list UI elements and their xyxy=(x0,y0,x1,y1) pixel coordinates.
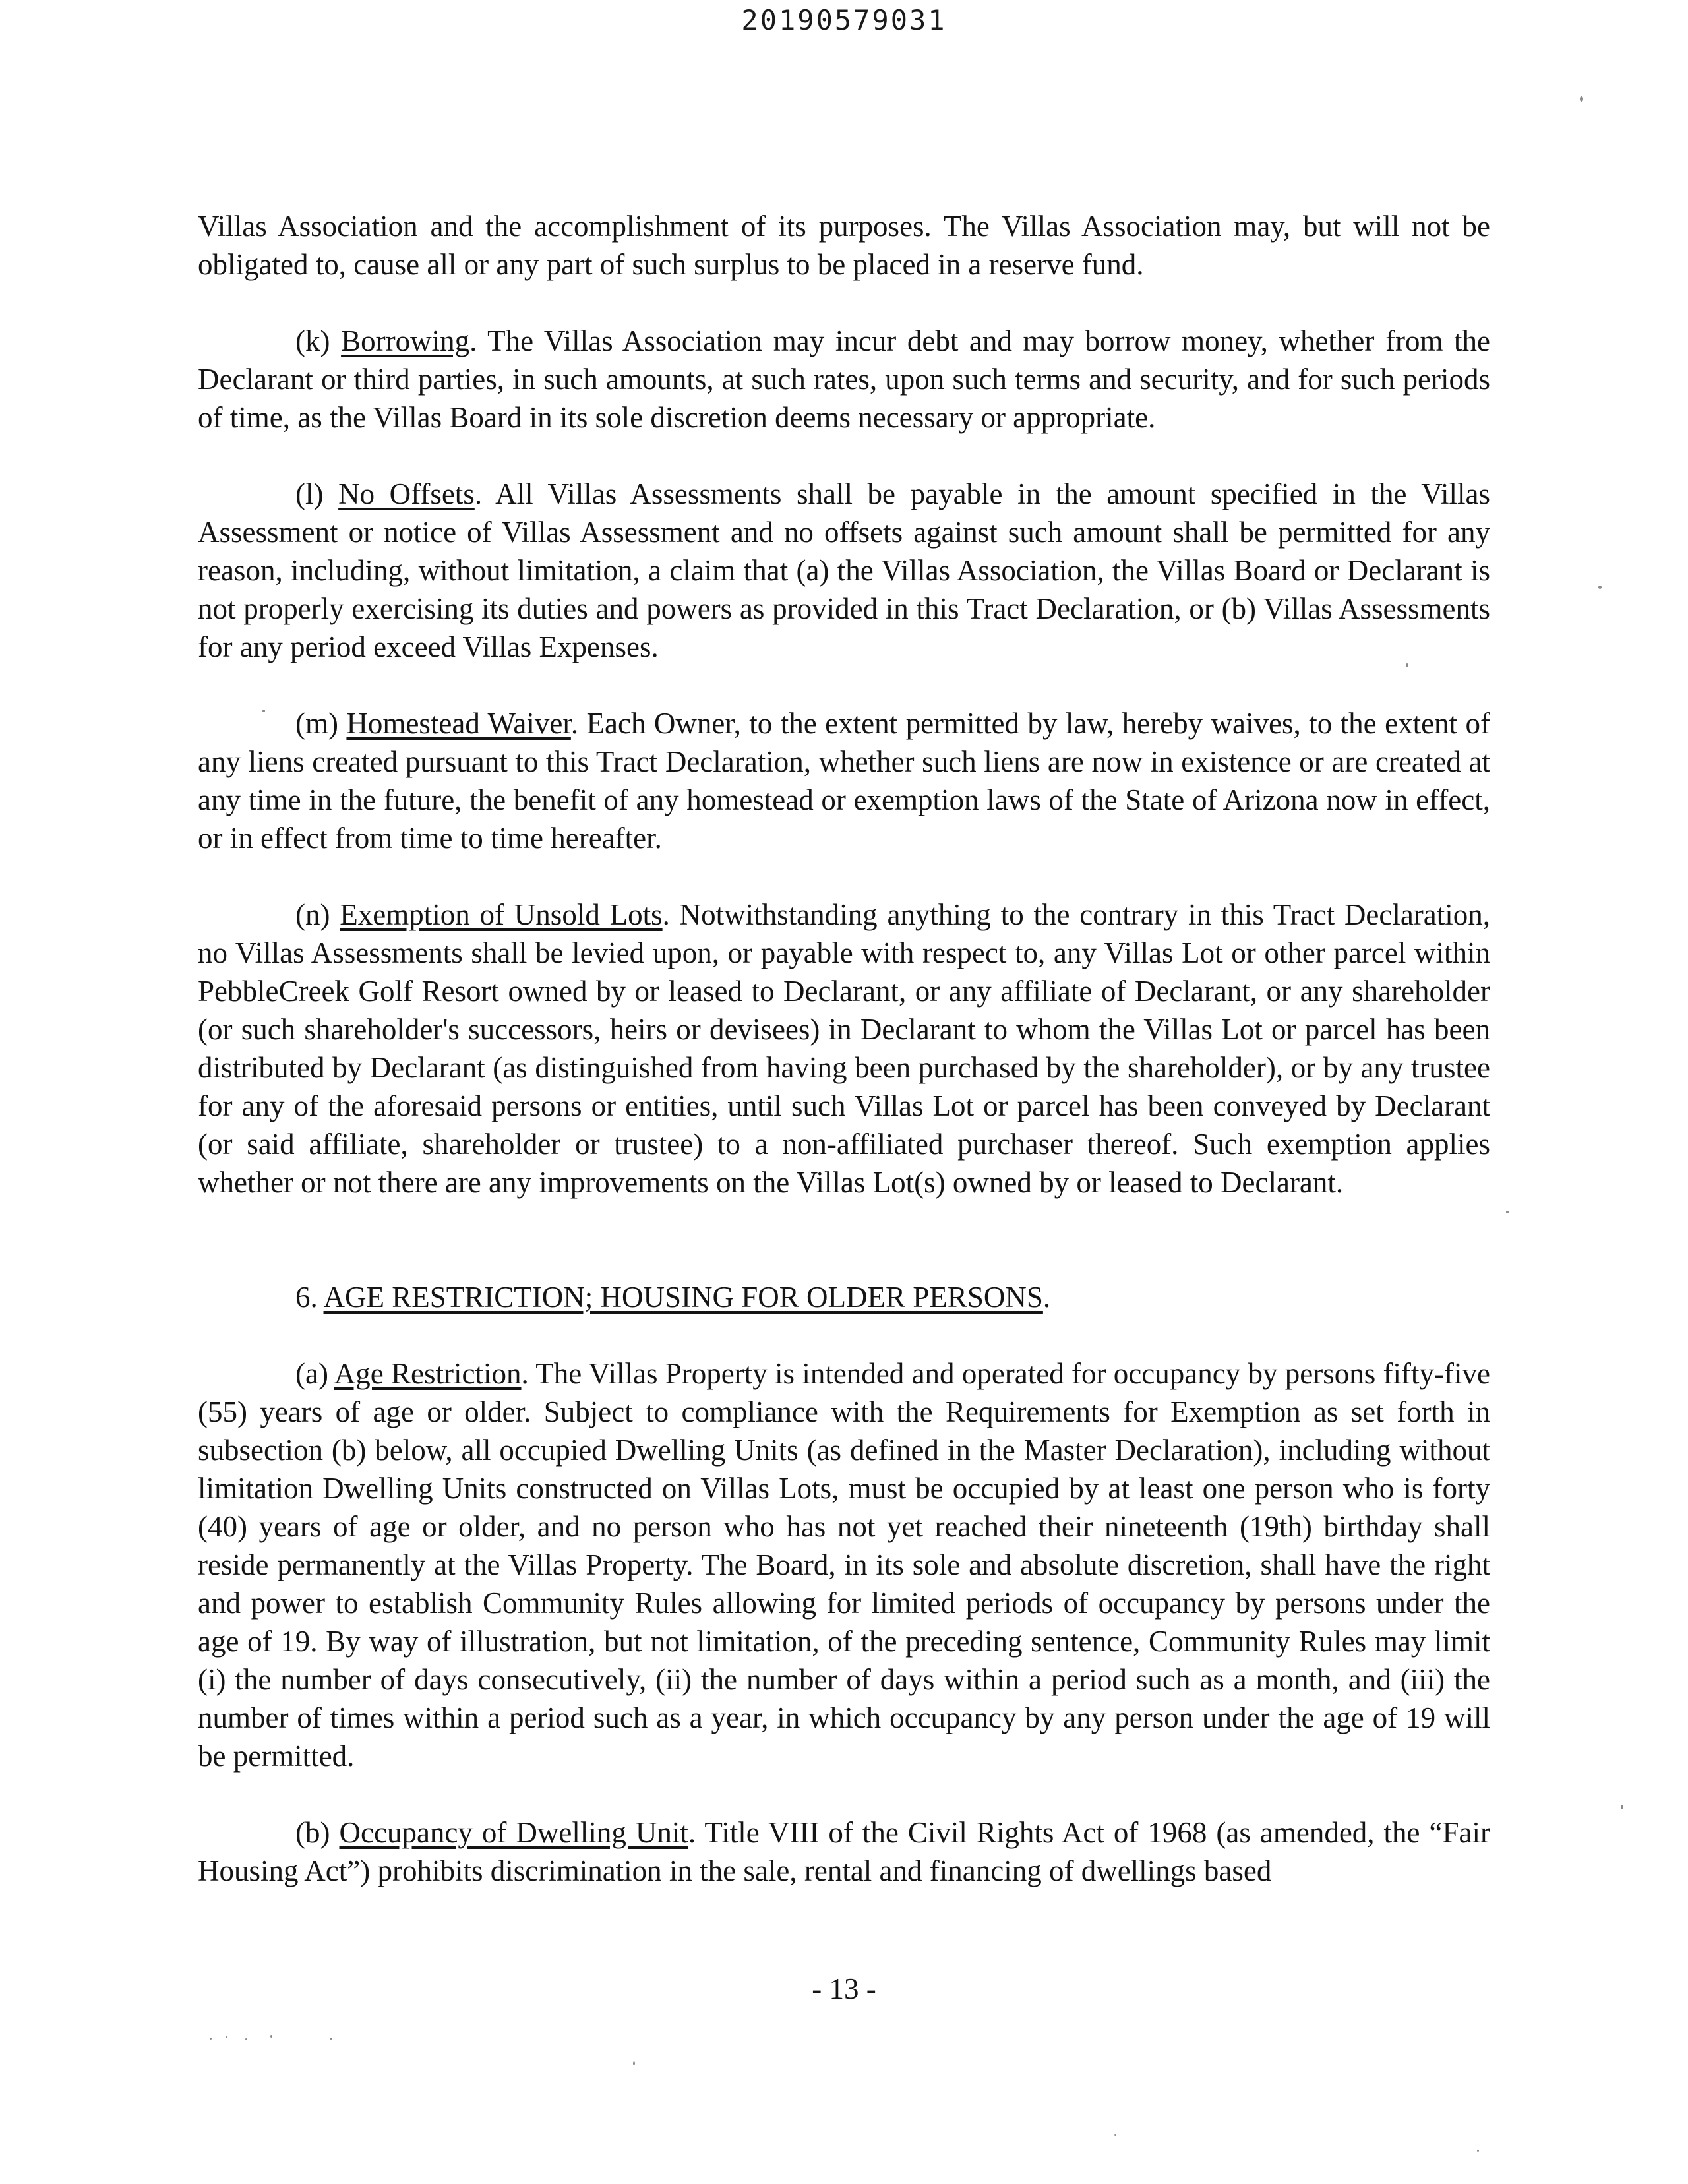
paragraph-k-text: . The Villas Association may incur debt and may borrow money, whether from the Declarant or third parties, in such amounts, at such rates, upon such terms and security, and for such periods of time, as the Villas Board in its sole discretion deems necessary or appropriate. xyxy=(198,324,1491,434)
paragraph-continuation: Villas Association and the accomplishment of its purposes. The Villas Association may, but will not be obligated to, cause all or any part of such surplus to be placed in a reserve fund. xyxy=(198,210,1490,281)
scan-speck xyxy=(1477,2150,1479,2152)
scan-speck xyxy=(210,2038,212,2040)
paragraph-n-exemption-unsold-lots xyxy=(198,895,1490,1201)
scan-speck xyxy=(262,710,265,712)
paragraph-k-heading: Borrowing xyxy=(341,324,470,357)
scan-speck xyxy=(1621,1805,1623,1809)
paragraph-b-heading: Occupancy of Dwelling Unit xyxy=(339,1816,688,1849)
paragraph-k-borrowing xyxy=(198,322,1490,437)
paragraph-a-heading: Age Restriction xyxy=(334,1357,522,1390)
paragraph-n-label: (n) xyxy=(295,898,330,931)
scan-speck xyxy=(1580,96,1583,102)
paragraph-l-text: . All Villas Assessments shall be payable in the amount specified in the Villas Assessment or notice of Villas Assessment and no offsets against such amount shall be permitted for any reason, including, without limitation, a claim that (a) the Villas Association, the Villas Board or Declarant is not properly exercising its duties and powers as provided in this Tract Declaration, or (b) Villas Assessments for any period exceed Villas Expenses. xyxy=(198,477,1490,663)
paragraph-n-text: . Notwithstanding anything to the contrary in this Tract Declaration, no Villas Assessments shall be levied upon, or payable with respect to, any Villas Lot or other parcel within PebbleCreek Golf Resort owned by or leased to Declarant, or any affiliate of Declarant, or any shareholder (or such shareholder's successors, heirs or devisees) in Declarant to whom the Villas Lot or parcel has been distributed by Declarant (as distinguished from having been purchased by the shareholder), or by any trustee for any of the aforesaid persons or entities, until such Villas Lot or parcel has been conveyed by Declarant (or said affiliate, shareholder or trustee) to a non-affiliated purchaser thereof. Such exemption applies whether or not there are any improvements on the Villas Lot(s) owned by or leased to Declarant. xyxy=(198,898,1491,1199)
body-block-section-6 xyxy=(198,1278,1490,1890)
scan-speck xyxy=(245,2038,247,2040)
paragraph-m-label: (m) xyxy=(295,707,338,740)
paragraph-a-text: . The Villas Property is intended and operated for occupancy by persons fifty-five (55) years of age or older. Subject to compliance with the Requirements for Exemption as set forth in subsection (b) below, all occupied Dwelling Units (as defined in the Master Declaration), including without limitation Dwelling Units constructed on Villas Lots, must be occupied by at least one person who is forty (40) years of age or older, and no person who has not yet reached their nineteenth (19th) birthday shall reside permanently at the Villas Property. The Board, in its sole and absolute discretion, shall have the right and power to establish Community Rules allowing for limited periods of occupancy by persons under the age of 19. By way of illustration, but not limitation, of the preceding sentence, Community Rules may limit (i) the number of days consecutively, (ii) the number of days within a period such as a month, and (iii) the number of times within a period such as a year, in which occupancy by any person under the age of 19 will be permitted. xyxy=(198,1357,1490,1773)
scan-speck xyxy=(1506,1211,1509,1213)
scan-speck xyxy=(1406,663,1408,667)
paragraph-m-text: . Each Owner, to the extent permitted by law, hereby waives, to the extent of any liens created pursuant to this Tract Declaration, whether such liens are now in existence or are created at any time in the future, the benefit of any homestead or exemption laws of the State of Arizona now in effect, or in effect from time to time hereafter. xyxy=(198,707,1490,855)
paragraph-b-occupancy xyxy=(198,1813,1490,1890)
scan-speck xyxy=(330,2038,332,2040)
scan-speck xyxy=(226,2036,227,2038)
paragraph-a-label: (a) xyxy=(295,1357,328,1390)
paragraph-k-label: (k) xyxy=(295,324,330,357)
paragraph-m-homestead-waiver xyxy=(198,704,1490,857)
page-number: - 13 - xyxy=(812,1972,876,2005)
paragraph-b-text: . Title VIII of the Civil Rights Act of 1968 (as amended, the “Fair Housing Act”) prohibits discrimination in the sale, rental and financing of dwellings based xyxy=(198,1816,1490,1887)
section-6-number: 6. xyxy=(295,1281,318,1314)
body-block-assessments xyxy=(198,207,1490,1201)
paragraph-l-heading: No Offsets xyxy=(338,477,475,510)
paragraph-a-age-restriction xyxy=(198,1354,1490,1775)
section-6-period: . xyxy=(1042,1281,1051,1314)
scan-speck xyxy=(1114,2134,1116,2136)
section-6-heading xyxy=(198,1278,1490,1316)
paragraph-l-no-offsets xyxy=(198,475,1490,666)
paragraph-m-heading: Homestead Waiver xyxy=(346,707,571,740)
paragraph-n-heading: Exemption of Unsold Lots xyxy=(340,898,663,931)
paragraph-b-label: (b) xyxy=(295,1816,330,1849)
scan-speck xyxy=(633,2061,635,2065)
scan-speck xyxy=(270,2035,272,2038)
document-number: 20190579031 xyxy=(741,4,947,36)
paragraph-l-label: (l) xyxy=(295,477,324,510)
section-6-title: AGE RESTRICTION; HOUSING FOR OLDER PERSONS xyxy=(323,1281,1043,1314)
scan-speck xyxy=(1598,586,1602,589)
